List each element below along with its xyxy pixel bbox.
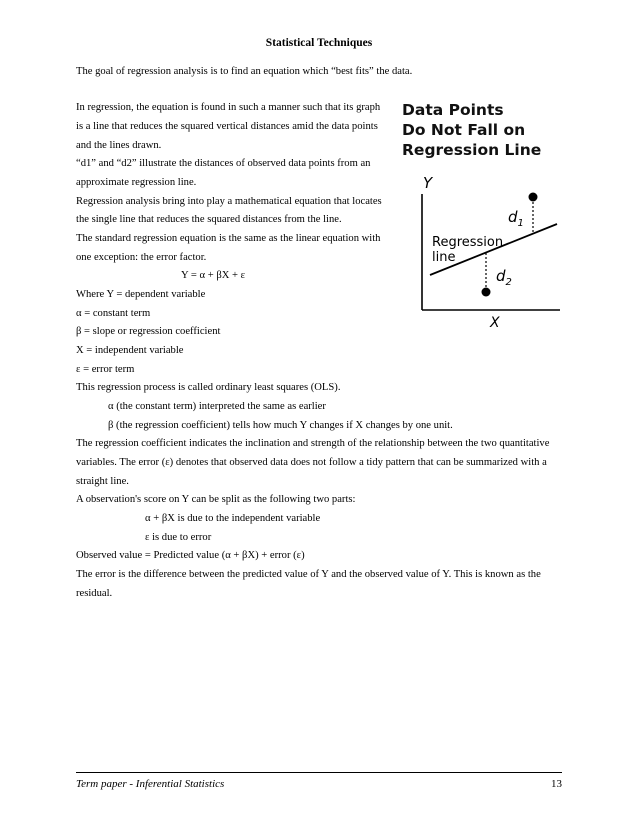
definition-line: α = constant term [76,308,151,319]
indented-line: α (the constant term) interpreted the same as earlier [108,401,326,412]
figure-title [402,100,564,160]
indented-line: β (the regression coefficient) tells how much Y changes if X changes by one unit. [108,420,453,431]
regression-figure [402,100,564,330]
body-line: Observed value = Predicted value (α + βX) + error (ε) [76,550,305,561]
x-axis-label: X [490,315,500,330]
footer-title: Term paper - Inferential Statistics [76,778,225,790]
indented-line: ε is due to error [145,532,212,543]
regression-line-label: line [432,250,456,265]
figure-title-line: Do Not Fall on [402,121,526,139]
body-line: straight line. [76,476,129,487]
body-line: one exception: the error factor. [76,252,207,263]
body-line: The error is the difference between the predicted value of Y and the observed value of Y. This is known as the [76,569,541,580]
regression-line-label: Regression [432,235,504,250]
definition-line: β = slope or regression coefficient [76,326,221,337]
body-line: the single line that reduces the squared distances from the line. [76,214,342,225]
page-number: 13 [551,778,562,790]
body-line: In regression, the equation is found in such a manner such that its graph [76,102,381,113]
body-line: residual. [76,588,113,599]
page-title: Statistical Techniques [265,37,373,49]
intro-line: The goal of regression analysis is to find an equation which “best fits” the data. [76,66,413,77]
body-line: This regression process is called ordinary least squares (OLS). [76,382,341,393]
body-line: is a line that reduces the squared vertical distances amid the data points [76,121,378,132]
figure-title-line: Data Points [402,101,504,119]
figure-title-line: Regression Line [402,141,542,159]
body-line: variables. The error (ε) denotes that observed data does not follow a tidy pattern that can be summarized with a [76,457,547,468]
d1-label: $d_1$ [508,208,524,229]
d2-label: $d_2$ [496,267,512,288]
data-point-below [482,288,491,297]
body-line: A observation's score on Y can be split as the following two parts: [76,494,356,505]
indented-line: α + βX is due to the independent variable [145,513,321,524]
regression-equation: Y = α + βX + ε [181,270,246,281]
footer-rule [76,772,562,773]
body-line: “d1” and “d2” illustrate the distances of observed data points from an [76,158,371,169]
y-axis-label: Y [423,174,433,192]
data-point-above [529,193,538,202]
body-line: and the lines drawn. [76,140,162,151]
body-line: The regression coefficient indicates the inclination and strength of the relationship between the two quantitative [76,438,550,449]
definition-line: Where Y = dependent variable [76,289,206,300]
definition-line: ε = error term [76,364,135,375]
body-line: The standard regression equation is the same as the linear equation with [76,233,381,244]
body-line: Regression analysis bring into play a mathematical equation that locates [76,196,382,207]
regression-plot [402,170,564,330]
body-line: approximate regression line. [76,177,197,188]
definition-line: X = independent variable [76,345,184,356]
